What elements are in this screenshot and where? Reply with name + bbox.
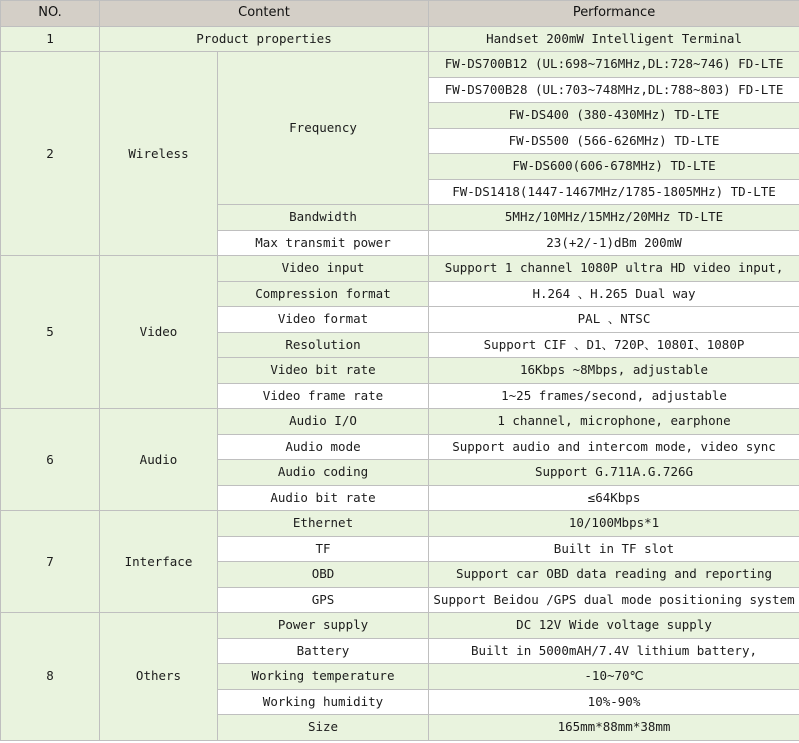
row-value: H.264 、H.265 Dual way (429, 281, 799, 307)
row-label: Ethernet (218, 511, 429, 537)
row-label: Max transmit power (218, 230, 429, 256)
header-row (1, 1, 799, 27)
row-label: Bandwidth (218, 205, 429, 231)
row-label: Audio bit rate (218, 485, 429, 511)
row-label: Power supply (218, 613, 429, 639)
section-name: Wireless (100, 52, 218, 256)
table-row (1, 409, 799, 435)
row-value: 10%-90% (429, 689, 799, 715)
table-row (1, 256, 799, 282)
row-label: Video frame rate (218, 383, 429, 409)
row-value: FW-DS600(606-678MHz) TD-LTE (429, 154, 799, 180)
row-label: Working temperature (218, 664, 429, 690)
row-label: Video format (218, 307, 429, 333)
row-value: ≤64Kbps (429, 485, 799, 511)
section-number: 5 (1, 256, 100, 409)
row-label: Audio I/O (218, 409, 429, 435)
row-label: Resolution (218, 332, 429, 358)
section-number: 8 (1, 613, 100, 741)
row-value: FW-DS400 (380-430MHz) TD-LTE (429, 103, 799, 129)
row-label: Working humidity (218, 689, 429, 715)
row-value: 10/100Mbps*1 (429, 511, 799, 537)
row-value: 16Kbps ~8Mbps, adjustable (429, 358, 799, 384)
section-number: 2 (1, 52, 100, 256)
row-value: Built in 5000mAH/7.4V lithium battery, (429, 638, 799, 664)
row-value: 23(+2/-1)dBm 200mW (429, 230, 799, 256)
row-label: GPS (218, 587, 429, 613)
row-value: PAL 、NTSC (429, 307, 799, 333)
row-value: Handset 200mW Intelligent Terminal (429, 26, 799, 52)
row-label: Audio coding (218, 460, 429, 486)
row-value: FW-DS1418(1447-1467MHz/1785-1805MHz) TD-LTE (429, 179, 799, 205)
row-label: Video bit rate (218, 358, 429, 384)
row-label: Frequency (218, 52, 429, 205)
row-value: Support G.711A.G.726G (429, 460, 799, 486)
table-row (1, 613, 799, 639)
row-value: FW-DS700B28 (UL:703~748MHz,DL:788~803) FD-LTE (429, 77, 799, 103)
row-value: Support audio and intercom mode, video sync (429, 434, 799, 460)
row-label: Compression format (218, 281, 429, 307)
table-row (1, 511, 799, 537)
table-row (1, 26, 799, 52)
row-label: Video input (218, 256, 429, 282)
row-value: FW-DS700B12 (UL:698~716MHz,DL:728~746) FD-LTE (429, 52, 799, 78)
row-label: TF (218, 536, 429, 562)
row-value: -10~70℃ (429, 664, 799, 690)
section-number: 1 (1, 26, 100, 52)
section-number: 7 (1, 511, 100, 613)
row-value: Support 1 channel 1080P ultra HD video input, (429, 256, 799, 282)
row-value: Support CIF 、D1、720P、1080I、1080P (429, 332, 799, 358)
row-value: FW-DS500 (566-626MHz) TD-LTE (429, 128, 799, 154)
section-name: Interface (100, 511, 218, 613)
header-performance: Performance (429, 1, 799, 27)
row-label: Battery (218, 638, 429, 664)
section-name: Others (100, 613, 218, 741)
header-content: Content (100, 1, 429, 27)
header-no: NO. (1, 1, 100, 27)
row-value: Support Beidou /GPS dual mode positioning system (429, 587, 799, 613)
row-value: 5MHz/10MHz/15MHz/20MHz TD-LTE (429, 205, 799, 231)
section-name: Product properties (100, 26, 429, 52)
row-value: 1~25 frames/second, adjustable (429, 383, 799, 409)
row-label: Audio mode (218, 434, 429, 460)
row-value: 165mm*88mm*38mm (429, 715, 799, 741)
row-label: Size (218, 715, 429, 741)
section-name: Video (100, 256, 218, 409)
row-label: OBD (218, 562, 429, 588)
table-row (1, 52, 799, 78)
section-number: 6 (1, 409, 100, 511)
row-value: Support car OBD data reading and reporting (429, 562, 799, 588)
row-value: DC 12V Wide voltage supply (429, 613, 799, 639)
section-name: Audio (100, 409, 218, 511)
row-value: 1 channel, microphone, earphone (429, 409, 799, 435)
row-value: Built in TF slot (429, 536, 799, 562)
